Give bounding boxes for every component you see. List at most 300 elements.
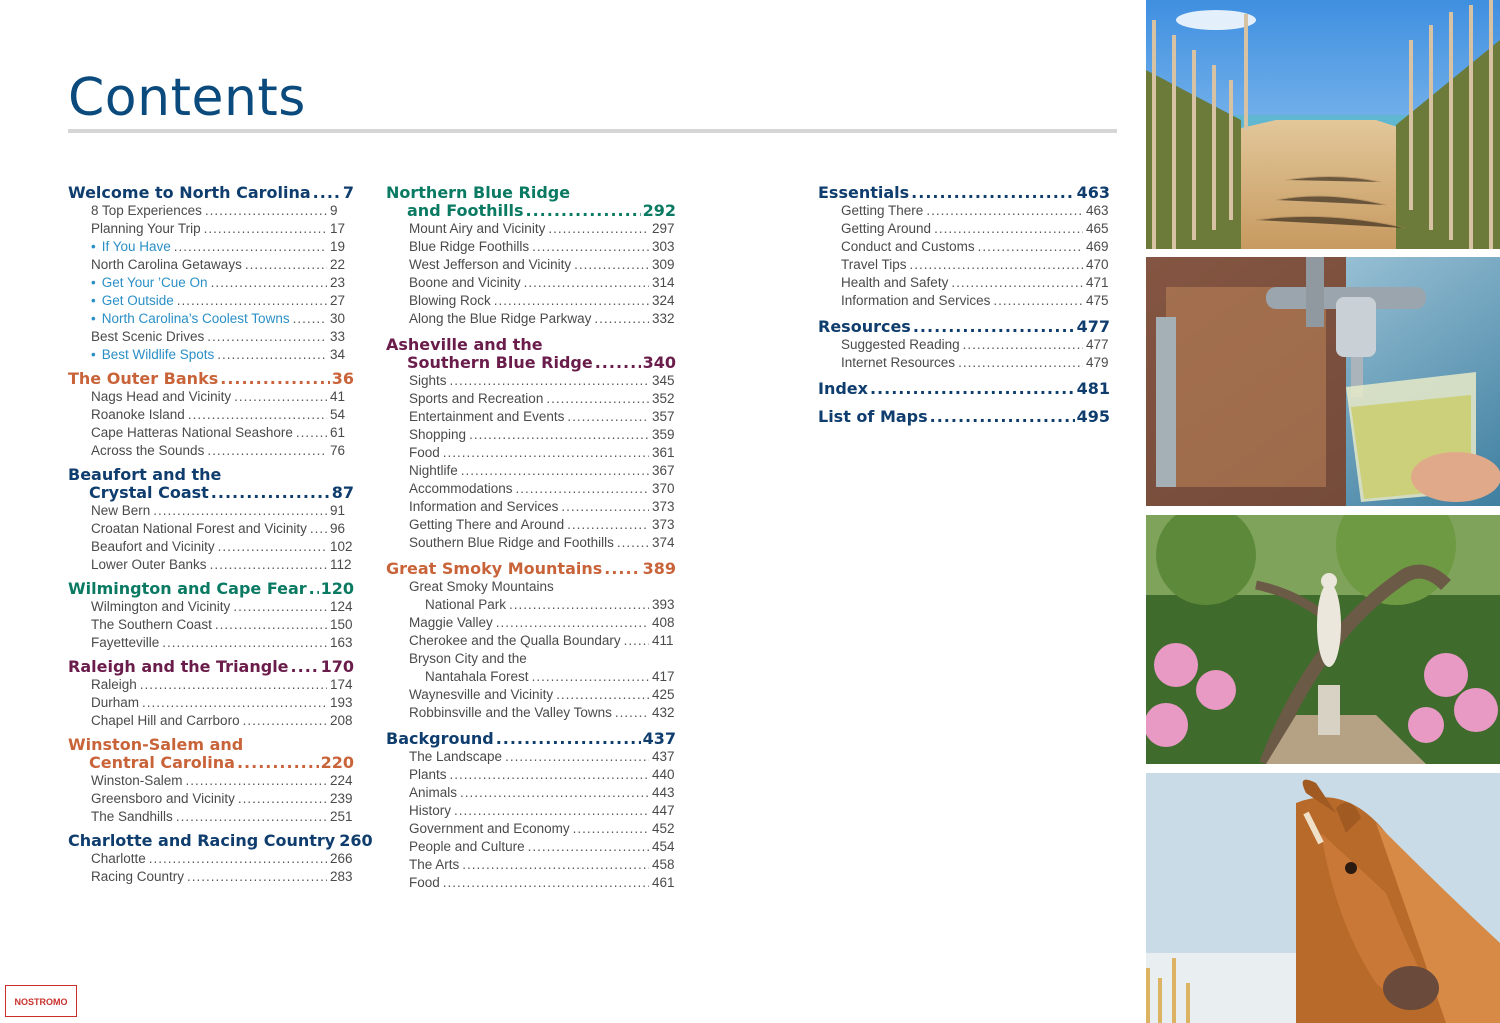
toc-item-page: 23 (330, 275, 346, 290)
toc-item-page: 9 (330, 203, 338, 218)
toc-item-label: Robbinsville and the Valley Towns (409, 705, 612, 720)
section-title-line: Beaufort and the (68, 465, 222, 484)
dot-leader (548, 220, 649, 238)
dot-leader (624, 632, 649, 650)
section-items (68, 388, 354, 460)
section-page-number: 463 (1076, 183, 1110, 202)
toc-item[interactable] (91, 712, 354, 730)
section-title-line: Essentials (818, 183, 910, 202)
toc-item[interactable] (409, 498, 676, 516)
section-page-number: 481 (1076, 379, 1110, 398)
toc-section (386, 730, 676, 892)
section-title[interactable] (386, 730, 676, 748)
section-title-line: Great Smoky Mountains (386, 559, 603, 578)
photo-strip (1146, 0, 1500, 1023)
toc-item-page: 352 (652, 391, 675, 406)
dot-leader (443, 444, 649, 462)
toc-item[interactable] (841, 220, 1110, 238)
toc-item[interactable] (91, 220, 354, 238)
dot-leader (309, 580, 319, 598)
toc-item-label: Durham (91, 695, 140, 710)
toc-item-label: Internet Resources (841, 355, 956, 370)
toc-item[interactable] (91, 310, 354, 328)
dot-leader (615, 704, 649, 722)
toc-item[interactable] (409, 766, 676, 784)
toc-item[interactable] (91, 868, 354, 886)
toc-item[interactable] (91, 502, 354, 520)
toc-item-page: 408 (652, 615, 675, 630)
toc-item-page: 96 (330, 521, 346, 536)
toc-item-label: People and Culture (409, 839, 525, 854)
toc-section (818, 184, 1110, 310)
toc-item-label: Plants (409, 767, 447, 782)
dot-leader (245, 256, 327, 274)
toc-item-label: Chapel Hill and Carrboro (91, 713, 240, 728)
section-title[interactable] (818, 408, 1110, 426)
section-title-line: Welcome to North Carolina (68, 183, 311, 202)
toc-item[interactable] (91, 598, 354, 616)
toc-item[interactable] (409, 480, 676, 498)
toc-item-label: Planning Your Trip (91, 221, 201, 236)
dot-leader (870, 380, 1075, 398)
section-title[interactable] (68, 184, 354, 202)
toc-item-label: Roanoke Island (91, 407, 185, 422)
toc-item[interactable] (91, 694, 354, 712)
toc-item[interactable] (409, 292, 676, 310)
toc-item-page: 332 (652, 311, 675, 326)
dot-leader (313, 184, 341, 202)
toc-item-page: 54 (330, 407, 346, 422)
dot-leader (978, 238, 1083, 256)
toc-item-page: 193 (330, 695, 353, 710)
toc-item-page: 463 (1086, 203, 1109, 218)
toc-item[interactable] (409, 632, 676, 650)
toc-item-label: Croatan National Forest and Vicinity (91, 521, 307, 536)
dot-leader (567, 408, 649, 426)
dot-leader (494, 292, 649, 310)
toc-item[interactable] (91, 616, 354, 634)
toc-item-label: Charlotte (91, 851, 146, 866)
toc-item[interactable] (91, 202, 354, 220)
toc-column-1 (68, 183, 373, 892)
section-page-number: 389 (642, 559, 676, 578)
bullet-icon: • (91, 311, 96, 326)
toc-item-page: 479 (1086, 355, 1109, 370)
toc-item-page: 30 (330, 311, 346, 326)
toc-item-label: If You Have (101, 239, 171, 254)
section-title-continued[interactable] (68, 484, 354, 502)
toc-item[interactable] (409, 578, 676, 614)
dot-leader (187, 868, 327, 886)
dot-leader (234, 388, 327, 406)
toc-item-label: Fayetteville (91, 635, 160, 650)
toc-section (818, 408, 1110, 426)
toc-item[interactable] (409, 462, 676, 480)
dot-leader (293, 310, 327, 328)
toc-item-label: 8 Top Experiences (91, 203, 202, 218)
toc-item[interactable] (841, 292, 1110, 310)
toc-item[interactable] (91, 808, 354, 826)
toc-item[interactable] (841, 354, 1110, 372)
dot-leader (462, 856, 649, 874)
toc-section (818, 380, 1110, 398)
toc-item-page: 208 (330, 713, 353, 728)
bullet-icon: • (91, 293, 96, 308)
toc-item[interactable] (409, 372, 676, 390)
section-title-line: Winston-Salem and (68, 735, 244, 754)
toc-item-label: National Park (425, 597, 507, 612)
section-title-line: Crystal Coast (89, 483, 209, 502)
toc-item-page: 251 (330, 809, 353, 824)
section-title-line: Central Carolina (89, 753, 235, 772)
dot-leader (220, 370, 330, 388)
toc-section (68, 658, 354, 730)
dot-leader (911, 184, 1074, 202)
section-page-number: 495 (1076, 407, 1110, 426)
toc-item-label: The Sandhills (91, 809, 173, 824)
toc-item[interactable] (91, 424, 354, 442)
toc-item-page: 417 (652, 669, 675, 684)
toc-item-page: 61 (330, 425, 346, 440)
toc-item-page: 27 (330, 293, 346, 308)
toc-item[interactable] (409, 238, 676, 256)
toc-item-page: 91 (330, 503, 346, 518)
section-title[interactable] (386, 336, 676, 354)
toc-item[interactable] (91, 538, 354, 556)
dot-leader (186, 772, 327, 790)
dot-leader (532, 238, 649, 256)
toc-item[interactable] (91, 634, 354, 652)
toc-column-3 (818, 184, 1110, 436)
toc-item[interactable] (409, 516, 676, 534)
toc-item-page: 447 (652, 803, 675, 818)
toc-item-label: Blowing Rock (409, 293, 491, 308)
toc-item[interactable] (409, 838, 676, 856)
section-title[interactable] (818, 380, 1110, 398)
section-title[interactable] (386, 184, 676, 202)
section-title[interactable] (68, 580, 354, 598)
dot-leader (238, 790, 327, 808)
toc-item[interactable] (409, 784, 676, 802)
dot-leader (450, 766, 649, 784)
toc-item-label: Nightlife (409, 463, 458, 478)
beach-fence-photo (1146, 0, 1500, 249)
dot-leader (207, 328, 327, 346)
toc-item-label: Winston-Salem (91, 773, 183, 788)
toc-item-row (409, 668, 676, 686)
toc-item[interactable] (409, 748, 676, 766)
dot-leader (567, 516, 649, 534)
toc-item-label: Government and Economy (409, 821, 570, 836)
toc-item-label: Sports and Recreation (409, 391, 544, 406)
toc-item-page: 432 (652, 705, 675, 720)
toc-item-page: 374 (652, 535, 675, 550)
dot-leader (595, 354, 641, 372)
toc-section (68, 831, 373, 886)
toc-item-label: Beaufort and Vicinity (91, 539, 215, 554)
dot-leader (509, 596, 649, 614)
toc-section (386, 560, 676, 722)
toc-item-page: 367 (652, 463, 675, 478)
toc-item[interactable] (91, 442, 354, 460)
toc-section (68, 580, 354, 652)
section-page-number: 260 (339, 831, 373, 850)
section-page-number: 437 (642, 729, 676, 748)
dot-leader (291, 658, 319, 676)
dot-leader (207, 442, 327, 460)
toc-item[interactable] (409, 256, 676, 274)
toc-item-page: 469 (1086, 239, 1109, 254)
bullet-icon: • (91, 239, 96, 254)
toc-item[interactable] (409, 220, 676, 238)
toc-item-page: 475 (1086, 293, 1109, 308)
toc-item-label: Nags Head and Vicinity (91, 389, 232, 404)
toc-item[interactable] (91, 238, 354, 256)
section-items (386, 220, 676, 328)
section-title[interactable] (818, 184, 1110, 202)
toc-item[interactable] (409, 874, 676, 892)
toc-item-label: The Landscape (409, 749, 503, 764)
dot-leader (934, 220, 1083, 238)
dot-leader (296, 424, 327, 442)
toc-item-page: 471 (1086, 275, 1109, 290)
toc-item-label: Information and Services (841, 293, 991, 308)
dot-leader (460, 784, 649, 802)
toc-item[interactable] (409, 310, 676, 328)
toc-item[interactable] (841, 336, 1110, 354)
dot-leader (561, 498, 649, 516)
dot-leader (532, 668, 649, 686)
toc-item[interactable] (409, 274, 676, 292)
toc-item-label: The Southern Coast (91, 617, 212, 632)
dot-leader (218, 538, 327, 556)
section-items (818, 336, 1110, 372)
toc-item-label: Wilmington and Vicinity (91, 599, 231, 614)
section-title-continued[interactable] (386, 202, 676, 220)
toc-item[interactable] (409, 444, 676, 462)
toc-item[interactable] (409, 704, 676, 722)
section-items (68, 502, 354, 574)
toc-item-label: Blue Ridge Foothills (409, 239, 530, 254)
dot-leader (951, 274, 1083, 292)
toc-item-label: Health and Safety (841, 275, 949, 290)
toc-item[interactable] (409, 534, 676, 552)
toc-item[interactable] (91, 790, 354, 808)
toc-item-page: 33 (330, 329, 346, 344)
toc-item-label: Travel Tips (841, 257, 907, 272)
toc-item[interactable] (91, 406, 354, 424)
toc-item[interactable] (91, 556, 354, 574)
dot-leader (546, 390, 649, 408)
section-title[interactable] (68, 466, 354, 484)
section-page-number: 292 (642, 201, 676, 220)
section-title-continued[interactable] (68, 754, 354, 772)
toc-item-page: 370 (652, 481, 675, 496)
section-items (68, 850, 354, 886)
toc-section (386, 336, 676, 552)
dot-leader (496, 614, 649, 632)
section-title[interactable] (386, 560, 676, 578)
dot-leader (443, 874, 649, 892)
toc-item[interactable] (409, 820, 676, 838)
toc-item[interactable] (91, 328, 354, 346)
dot-leader (454, 802, 649, 820)
toc-item[interactable] (91, 772, 354, 790)
section-page-number: 36 (331, 369, 354, 388)
dot-leader (958, 354, 1083, 372)
toc-item-page: 477 (1086, 337, 1109, 352)
bullet-icon: • (91, 347, 96, 362)
toc-item[interactable] (91, 292, 354, 310)
toc-item[interactable] (409, 856, 676, 874)
dot-leader (211, 274, 327, 292)
toc-item[interactable] (91, 346, 354, 364)
dot-leader (496, 730, 641, 748)
dot-leader (310, 520, 327, 538)
section-items (386, 748, 676, 892)
toc-item-label: Nantahala Forest (425, 669, 529, 684)
section-items (818, 202, 1110, 310)
dot-leader (243, 712, 327, 730)
toc-item-page: 357 (652, 409, 675, 424)
section-title-line: List of Maps (818, 407, 928, 426)
dot-leader (930, 408, 1075, 426)
toc-item[interactable] (409, 650, 676, 686)
section-title-line: Resources (818, 317, 911, 336)
toc-item-page: 224 (330, 773, 353, 788)
toc-item-label: Best Scenic Drives (91, 329, 205, 344)
section-title[interactable] (68, 736, 354, 754)
toc-item-page: 373 (652, 517, 675, 532)
section-page-number: 120 (320, 579, 354, 598)
toc-item-page: 163 (330, 635, 353, 650)
toc-item-label: Getting Around (841, 221, 932, 236)
toc-item[interactable] (409, 686, 676, 704)
dot-leader (140, 676, 327, 694)
section-title[interactable] (68, 370, 354, 388)
toc-item-label: Getting There (841, 203, 924, 218)
section-page-number: 340 (642, 353, 676, 372)
toc-item-page: 22 (330, 257, 346, 272)
logo-text: NOSTROMO (14, 997, 68, 1007)
toc-item[interactable] (409, 802, 676, 820)
title-divider (68, 129, 1117, 133)
toc-item-label: Animals (409, 785, 458, 800)
section-items (386, 578, 676, 722)
toc-item-label: Southern Blue Ridge and Foothills (409, 535, 614, 550)
dot-leader (617, 534, 649, 552)
toc-item-page: 76 (330, 443, 346, 458)
toc-item-page: 443 (652, 785, 675, 800)
toc-item-page: 19 (330, 239, 346, 254)
toc-item-label: Cherokee and the Qualla Boundary (409, 633, 621, 648)
toc-item-label: Get Outside (101, 293, 174, 308)
toc-item-label: History (409, 803, 452, 818)
section-title-continued[interactable] (386, 354, 676, 372)
section-title-line: Background (386, 729, 494, 748)
dot-leader (528, 838, 649, 856)
toc-item-label: West Jefferson and Vicinity (409, 257, 572, 272)
toc-item-label: North Carolina Getaways (91, 257, 242, 272)
toc-item-page: 470 (1086, 257, 1109, 272)
toc-item-label: Accommodations (409, 481, 513, 496)
toc-section (818, 318, 1110, 372)
toc-item-label: Across the Sounds (91, 443, 205, 458)
section-items (68, 772, 354, 826)
dot-leader (174, 238, 327, 256)
toc-item[interactable] (841, 202, 1110, 220)
toc-item[interactable] (91, 520, 354, 538)
toc-item-page: 324 (652, 293, 675, 308)
dot-leader (162, 634, 327, 652)
dot-leader (142, 694, 327, 712)
garden-statue-photo (1146, 515, 1500, 764)
toc-item[interactable] (91, 850, 354, 868)
toc-item-page: 454 (652, 839, 675, 854)
toc-item[interactable] (409, 426, 676, 444)
toc-section (68, 184, 354, 364)
section-title-line: Charlotte and Racing Country (68, 831, 336, 850)
toc-item-page: 309 (652, 257, 675, 272)
toc-item[interactable] (91, 388, 354, 406)
toc-item-page: 303 (652, 239, 675, 254)
toc-item-label: Bryson City and the (409, 651, 527, 666)
toc-item-page: 373 (652, 499, 675, 514)
section-title[interactable] (818, 318, 1110, 336)
beer-tap-photo (1146, 257, 1500, 506)
toc-item-page: 359 (652, 427, 675, 442)
toc-item[interactable] (841, 238, 1110, 256)
dot-leader (524, 274, 649, 292)
toc-section (68, 466, 354, 574)
section-title[interactable] (68, 831, 373, 850)
section-title-line: Raleigh and the Triangle (68, 657, 289, 676)
toc-item-label: North Carolina’s Coolest Towns (101, 311, 290, 326)
toc-item-page: 124 (330, 599, 353, 614)
toc-item[interactable] (91, 274, 354, 292)
toc-item[interactable] (409, 408, 676, 426)
toc-item-page: 150 (330, 617, 353, 632)
dot-leader (153, 502, 327, 520)
section-page-number: 170 (320, 657, 354, 676)
toc-item[interactable] (91, 256, 354, 274)
toc-item-page: 174 (330, 677, 353, 692)
dot-leader (556, 686, 649, 704)
toc-section (68, 370, 354, 460)
toc-item-page: 437 (652, 749, 675, 764)
toc-item-row (409, 596, 676, 614)
toc-item-label: Maggie Valley (409, 615, 493, 630)
dot-leader (993, 292, 1083, 310)
toc-item[interactable] (409, 614, 676, 632)
toc-item-page: 345 (652, 373, 675, 388)
toc-section (68, 736, 354, 826)
dot-leader (516, 480, 649, 498)
section-page-number: 220 (320, 753, 354, 772)
toc-item-label: Shopping (409, 427, 467, 442)
toc-item-page: 461 (652, 875, 675, 890)
toc-item-label: Waynesville and Vicinity (409, 687, 554, 702)
toc-item[interactable] (841, 274, 1110, 292)
toc-item[interactable] (841, 256, 1110, 274)
section-title[interactable] (68, 658, 354, 676)
toc-item-label: Boone and Vicinity (409, 275, 521, 290)
dot-leader (461, 462, 649, 480)
section-title-line: Wilmington and Cape Fear (68, 579, 307, 598)
toc-item[interactable] (91, 676, 354, 694)
toc-item-page: 440 (652, 767, 675, 782)
toc-item[interactable] (409, 390, 676, 408)
